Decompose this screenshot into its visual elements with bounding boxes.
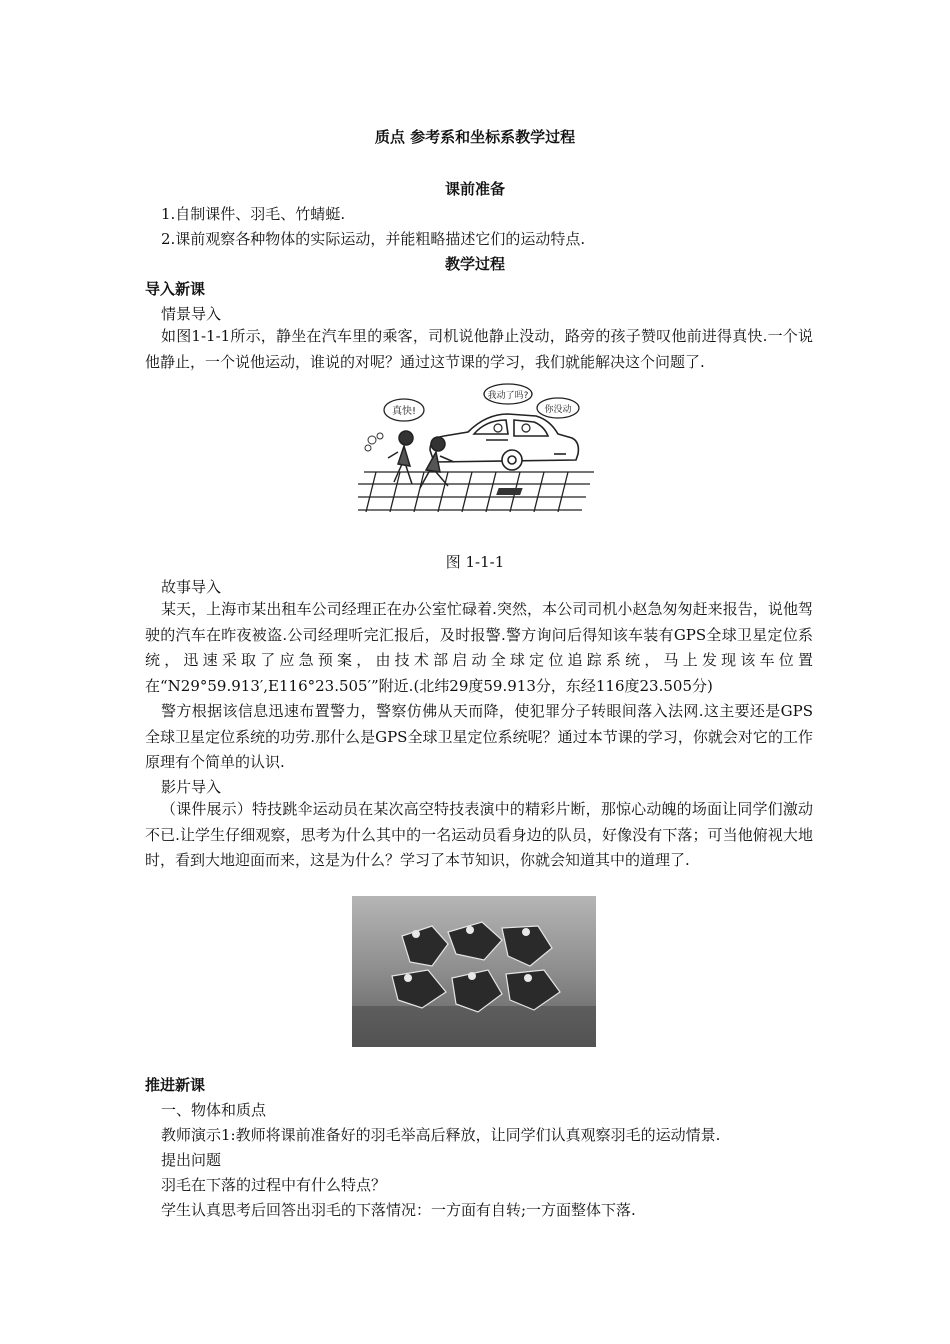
skydivers-illustration — [352, 896, 596, 1047]
bubble-kids: 真快! — [391, 406, 417, 417]
film-paragraph: （课件展示）特技跳伞运动员在某次高空特技表演中的精彩片断，那惊心动魄的场面让同学们激动不已.让学生仔细观察，思考为什么其中的一名运动员看身边的队员，好像没有下落；可当他俯视大地时，看到大地迎面而来，这是为什么？学习了本节知识，你就会知道其中的道理了. — [145, 800, 813, 869]
new-lesson-line-1: 一、物体和质点 — [161, 1101, 267, 1119]
new-lesson-line-2: 教师演示1:教师将课前准备好的羽毛举高后释放，让同学们认真观察羽毛的运动情景. — [161, 1126, 721, 1144]
new-lesson-heading: 推进新课 — [145, 1076, 206, 1094]
figure-car-kids — [358, 380, 594, 520]
story-paragraph-1: 某天，上海市某出租车公司经理正在办公室忙碌着.突然，本公司司机小赵急匆匆赶来报告，说他驾驶的汽车在昨夜被盗.公司经理听完汇报后，及时报警.警方询问后得知该车装有GPS全球卫星定位系统，迅速采取了应急预案，由技术部启动全球定位追踪系统，马上发现该车位置在“N29°59.913′,E116°23.505′”附近.(北纬29度59.913分，东经116度23.505分) — [145, 600, 813, 695]
new-lesson-line-4: 羽毛在下落的过程中有什么特点？ — [161, 1176, 387, 1194]
bubble-passenger: 我动了吗? — [487, 391, 529, 401]
scene-label: 情景导入 — [161, 305, 222, 323]
process-heading: 教学过程 — [444, 255, 505, 273]
intro-heading: 导入新课 — [145, 280, 206, 298]
film-label: 影片导入 — [161, 778, 222, 796]
document-title: 质点 参考系和坐标系教学过程 — [374, 128, 576, 146]
bubble-driver: 你没动 — [544, 405, 572, 415]
prep-heading: 课前准备 — [444, 180, 505, 198]
scene-paragraph: 如图1-1-1所示，静坐在汽车里的乘客，司机说他静止没动，路旁的孩子赞叹他前进得真快.一个说他静止，一个说他运动，谁说的对呢？通过这节课的学习，我们就能解决这个问题了. — [145, 327, 813, 371]
prep-item-1: 1.自制课件、羽毛、竹蜻蜓. — [161, 205, 346, 223]
story-label: 故事导入 — [161, 578, 222, 596]
prep-item-2: 2.课前观察各种物体的实际运动，并能粗略描述它们的运动特点. — [161, 230, 586, 248]
car-kids-illustration — [358, 380, 594, 520]
story-paragraph-2: 警方根据该信息迅速布置警力，警察仿佛从天而降，使犯罪分子转眼间落入法网.这主要还是GPS全球卫星定位系统的功劳.那什么是GPS全球卫星定位系统呢？通过本节课的学习，你就会对它的工作原理有个简单的认识. — [145, 702, 813, 771]
new-lesson-line-5: 学生认真思考后回答出羽毛的下落情况：一方面有自转;一方面整体下落. — [161, 1201, 636, 1219]
figure-caption: 图 1-1-1 — [445, 553, 505, 571]
skydivers-photo — [352, 896, 596, 1047]
new-lesson-line-3: 提出问题 — [161, 1151, 222, 1169]
